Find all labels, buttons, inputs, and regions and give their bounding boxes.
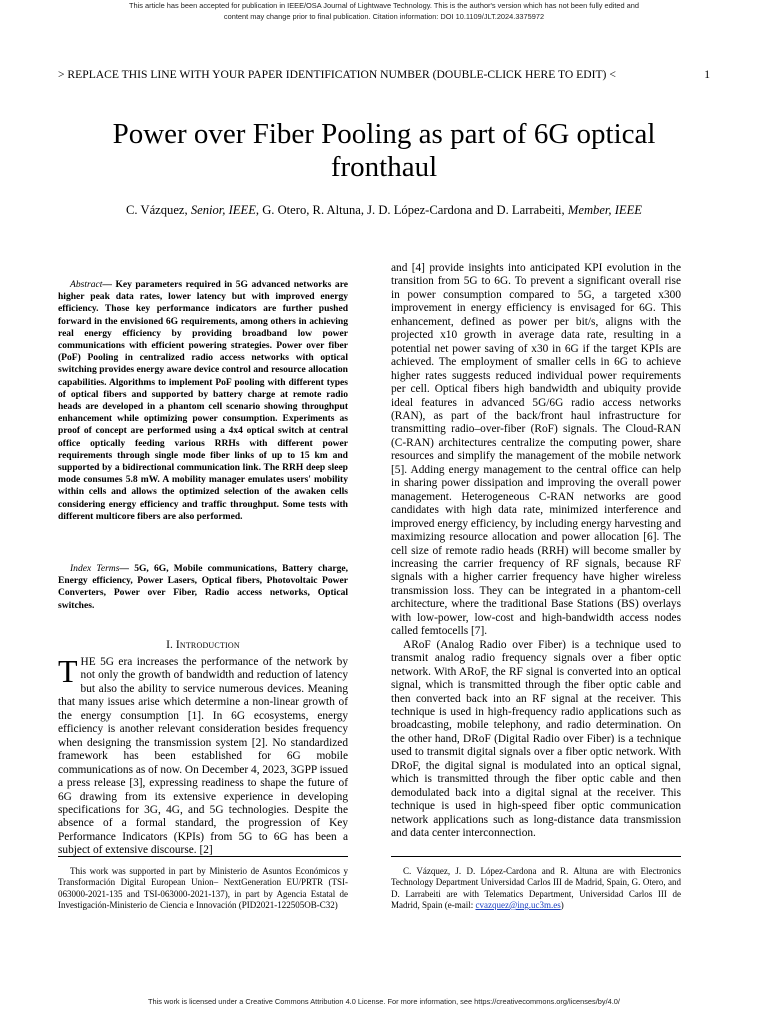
body-paragraph: ARoF (Analog Radio over Fiber) is a technique used to transmit analog radio frequency signals over a fiber optic network. With ARoF, the RF signal is converted into an optical signal, which is transmitted through the fiber optic cable and then converted back into an RF signal at the receiver. This technique is used in high-frequency radio applications such as broadcasting, mobile telephony, and radio determination. On the other hand, DRoF (Digital Radio over Fiber) is a technique used to transmit digital signals over a fiber optic network. With DRoF, the digital signal is modulated into an optical signal, which is transmitted through the fiber optic cable and then demodulated back into a digital signal at the receiver. This technique is used in high-speed fiber optic communication network applications such as long-distance data transmission and data center interconnection. bbox=[391, 638, 681, 840]
author-email-link[interactable]: cvazquez@ing.uc3m.es bbox=[475, 899, 561, 910]
index-terms-dash: — bbox=[119, 563, 135, 574]
affiliation-text: C. Vázquez, J. D. López-Cardona and R. Altuna are with Electronics Technology Department Universidad Carlos III de Madrid, Spain, G. Otero, and D. Larrabeiti are with Telematics Department, Universidad Carlos III de Madrid, Spain (e-mail: bbox=[391, 866, 681, 910]
abstract-dash: — bbox=[102, 279, 116, 290]
publication-notice-line-1: This article has been accepted for publication in IEEE/OSA Journal of Lightwave Technology. This is the author's version which has not been fully edited and bbox=[128, 1, 640, 10]
index-terms-text: 5G, 6G, Mobile communications, Battery charge, Energy efficiency, Power Lasers, Optical fibers, Photovoltaic Power Converters, Power over Fiber, Radio access networks, Optical switches. bbox=[58, 563, 348, 611]
publication-notice-line-2: content may change prior to final publication. Citation information: DOI 10.1109/JLT.2024.3375972 bbox=[223, 12, 545, 21]
author-name: C. Vázquez, bbox=[126, 203, 191, 217]
index-terms-label: Index Terms bbox=[70, 563, 120, 574]
running-header-text: > REPLACE THIS LINE WITH YOUR PAPER IDENTIFICATION NUMBER (DOUBLE-CLICK HERE TO EDIT) < bbox=[58, 68, 616, 81]
footnote-divider bbox=[58, 856, 348, 857]
abstract-label: Abstract bbox=[70, 279, 103, 290]
page-number: 1 bbox=[704, 68, 710, 81]
funding-footnote: This work was supported in part by Ministerio de Asuntos Económicos y Transformación Digital European Union– NextGeneration EU/PRTR (TSI-063000-2021-135 and TSI-063000-2021-137), in part by Agencia Estatal de Investigación-Ministerio de Ciencia e Innovación (PID2021-122505OB-C32) bbox=[58, 866, 348, 910]
body-paragraph: and [4] provide insights into anticipated KPI evolution in the transition from 5G to 6G. To prevent a significant overall rise in power consumption compared to 5G, a targeted x300 improvement in energy efficiency is envisaged for 6G. This enhancement, defined as power per bit/s, aligns with the projected x10 growth in average data rate, resulting in a potential net power saving of x30 in 6G if the target KPIs are achieved. The employment of smaller cells in 6G to achieve higher rates suggests reduced individual power requirements per cell. Optical fibers high bandwidth and ubiquity provide ideal features in advanced 5G/6G radio access networks (RAN), as part of the back/front haul infrastructure for transmitting radio–over-fiber (RoF) signals. The Cloud-RAN (C-RAN) architectures centralize the computing power, share resources and simplify the management of the mobile network [5]. Adding energy management to the central office can help in sharing power dissipation and improving the overall power management. Heterogeneous C-RAN networks are good candidates with high data rate, minimized interference and improved energy efficiency, by including energy harvesting and maximizing resource allocation and power allocation [6]. The cell size of remote radio heads (RRH) will become smaller by increasing the carrier frequency of RF signals, because RF signals with a higher carrier frequency have higher wireless transmission loss. They can be integrated in a phantom-cell architecture, where the traditional Base Stations (BS) overlays with low-power, low-cost and high-bandwidth access nodes called femtocells [7]. bbox=[391, 262, 681, 638]
section-title: Introduction bbox=[175, 638, 240, 651]
running-header bbox=[58, 68, 710, 81]
affiliation-footnote bbox=[391, 866, 681, 911]
section-heading-introduction bbox=[58, 638, 348, 651]
author-list bbox=[100, 202, 668, 218]
author-membership: Senior, IEEE bbox=[190, 203, 256, 217]
introduction-paragraph bbox=[58, 653, 348, 858]
author-membership: Member, IEEE bbox=[567, 203, 642, 217]
introduction-text: HE 5G era increases the performance of the network by not only the growth of bandwidth and reduction of latency but also the ability to service numerous devices. Meaning that many issues arise which determine a non-linear growth of the energy consumption [1]. In 6G ecosystems, energy efficiency is another relevant consideration besides frequency when designing the transmission system [2]. No standardized framework has been established for 6G mobile communications as of now. On December 4, 2023, 3GPP issued a press release [3], expressing readiness to shape the future of 6G drawing from its extensive experience in developing specifications for 3G, 4G, and 5G technologies. Despite the absence of a formal standard, the progression of Key Performance Indicators (KPIs) from 5G to 6G has been a subject of extensive discourse. [2] bbox=[58, 656, 348, 857]
index-terms bbox=[58, 563, 348, 612]
drop-cap: T bbox=[58, 653, 78, 689]
abstract bbox=[58, 279, 348, 523]
footnote-divider bbox=[391, 856, 681, 857]
author-name: , G. Otero, R. Altuna, J. D. López-Cardona and D. Larrabeiti, bbox=[255, 203, 568, 217]
right-column bbox=[391, 262, 681, 840]
affiliation-close: ) bbox=[560, 899, 564, 910]
abstract-text: Key parameters required in 5G advanced networks are higher peak data rates, lower latency but with improved energy efficiency. Those key performance indicators are further pushed forward in the envisioned 6G requirements, among others in achieving real energy efficiency by providing broadband low power communications with efficient powering strategies. Power over fiber (PoF) Pooling in centralized radio access networks with optical switching provides energy aware device control and resource allocation capabilities. Algorithms to implement PoF pooling with different types of optical fibers and supported by battery charge at remote radio heads are developed in a phantom cell scenario showing throughput enhancement while optimizing power consumption. Experiments as proof of concept are performed using a 4x4 optical switch at central office optically feeding various RRHs with different power requirements through single mode fiber links of up to 15 km and supported by a bidirectional communication link. The RRH deep sleep mode consumes 5.8 mW. A mobility manager emulates users' mobility within cells and allows the optimized selection of the awaken cells considering energy efficiency and traffic throughput. Some tests with different multicore fibers are also performed. bbox=[58, 279, 348, 522]
publication-notice bbox=[0, 0, 768, 22]
license-notice: This work is licensed under a Creative Commons Attribution 4.0 License. For more information, see https://creativecommons.org/licenses/by/4.0/ bbox=[148, 997, 620, 1006]
section-numeral: I. bbox=[166, 638, 176, 651]
paper-title: Power over Fiber Pooling as part of 6G optical fronthaul bbox=[112, 118, 656, 183]
